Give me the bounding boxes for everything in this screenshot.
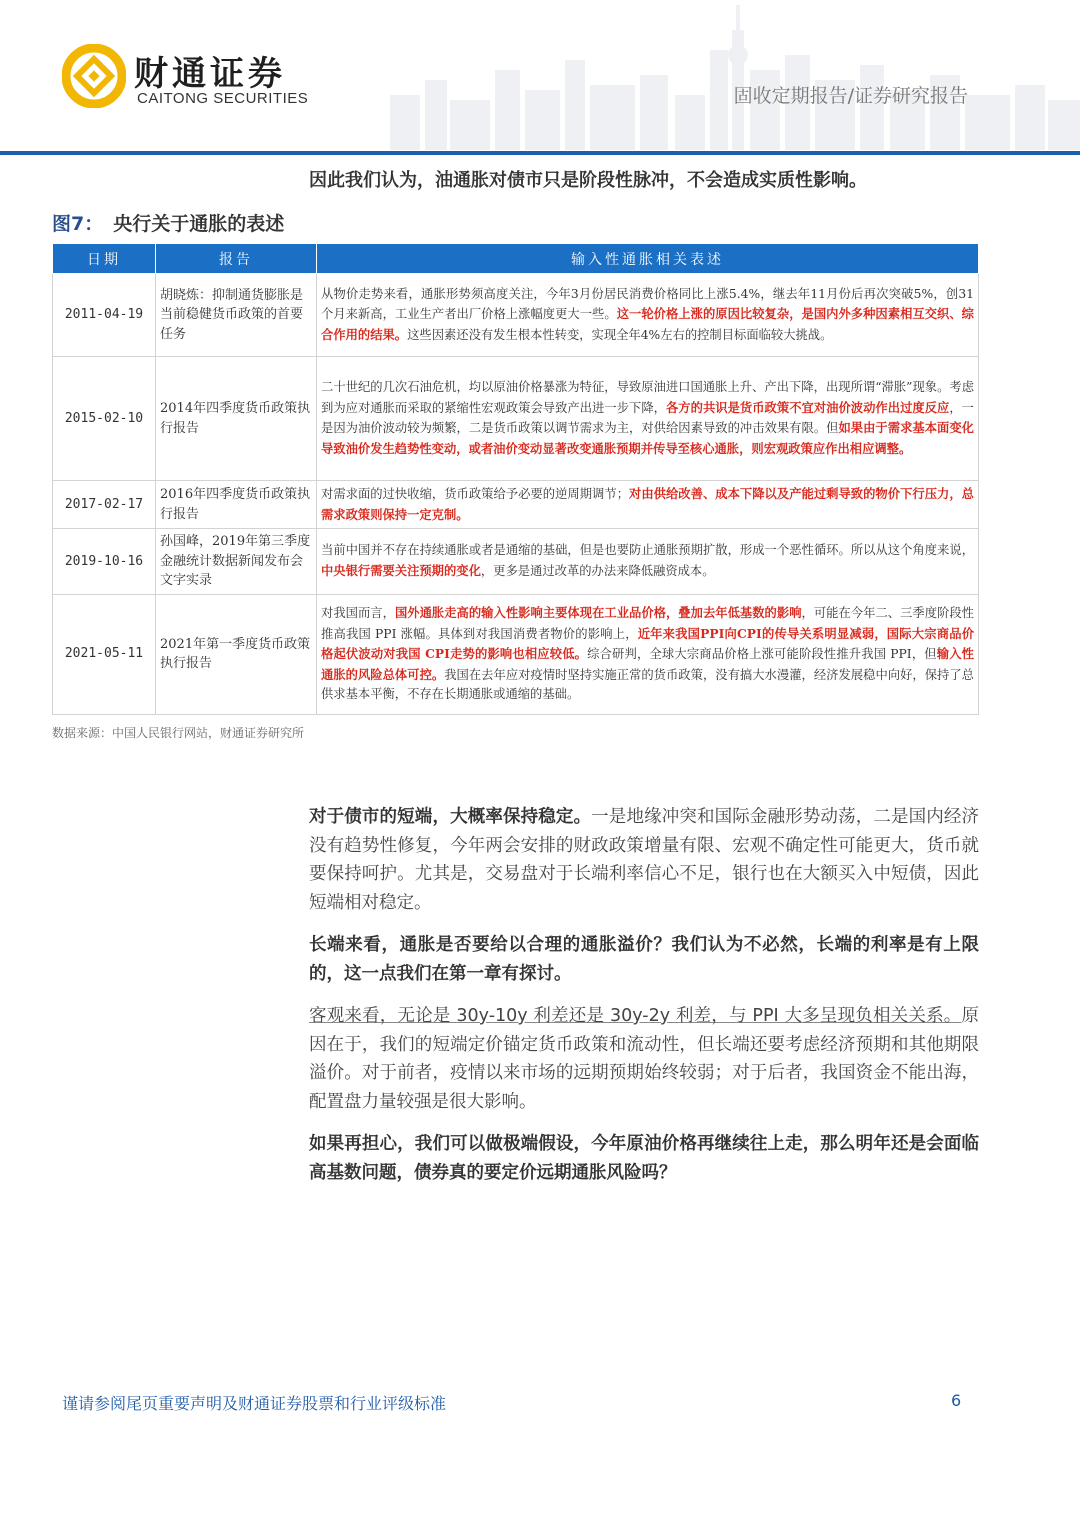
pboc-inflation-table: [52, 243, 979, 715]
figure-number: 图7：: [52, 213, 104, 235]
table-row: [53, 274, 979, 357]
row-statement: 对我国而言，国外通胀走高的输入性影响主要体现在工业品价格，叠加去年低基数的影响，可能在今年二、三季度阶段性推高我国 PPI 涨幅。具体到对我国消费者物价的影响上，近年来我国PPI向CPI的传导关系明显减弱，国际大宗商品价格起伏波动对我国 CPI走势的影响也相应较低。综合研判，全球大宗商品价格上涨可能阶段性推升我国 PPI，但输入性通胀的风险总体可控。我国在去年应对疫情时坚持实施正常的货币政策，没有搞大水漫灌，经济发展稳中向好，保持了总供求基本平衡，不存在长期通胀或通缩的基础。: [317, 594, 979, 714]
logo-chinese-name: 财通证券: [134, 54, 286, 94]
row-report: 孙国峰，2019年第三季度金融统计数据新闻发布会文字实录: [156, 529, 317, 595]
report-header: [0, 0, 1080, 156]
footer-disclaimer: 谨请参阅尾页重要声明及财通证券股票和行业评级标准: [62, 1394, 447, 1413]
row-date: 2019-10-16: [53, 529, 156, 595]
figure-title: [52, 209, 284, 236]
row-statement: 当前中国并不存在持续通胀或者是通缩的基础，但是也要防止通胀预期扩散，形成一个恶性循环。所以从这个角度来说，中央银行需要关注预期的变化，更多是通过改革的办法来降低融资成本。: [317, 529, 979, 595]
table-row: [53, 529, 979, 595]
row-statement: 二十世纪的几次石油危机，均以原油价格暴涨为特征，导致原油进口国通胀上升、产出下降，出现所谓“滞胀”现象。考虑到为应对通胀而采取的紧缩性宏观政策会导致产出进一步下降，各方的共识是货币政策不宜对油价波动作出过度反应，一是因为油价波动较为频繁，二是货币政策以调节需求为主，对供给因素导致的冲击效果有限。但如果由于需求基本面变化导致油价发生趋势性变动，或者油价变动显著改变通胀预期并传导至核心通胀，则宏观政策应作出相应调整。: [317, 357, 979, 481]
row-statement: 从物价走势来看，通胀形势须高度关注，今年3月份居民消费价格同比上涨5.4%，继去年11月份后再次突破5%，创31个月来新高，工业生产者出厂价格上涨幅度更大一些。这一轮价格上涨的原因比较复杂，是国内外多种因素相互交织、综合作用的结果。这些因素还没有发生根本性转变，实现全年4%左右的控制目标面临较大挑战。: [317, 274, 979, 357]
paragraph-long-end: 长端来看，通胀是否要给以合理的通胀溢价？我们认为不必然，长端的利率是有上限的，这一点我们在第一章有探讨。: [309, 935, 979, 984]
table-row: [53, 594, 979, 714]
column-header-date: 日期: [53, 244, 156, 274]
table-header-row: [53, 244, 979, 274]
row-report: 2014年四季度货币政策执行报告: [156, 357, 317, 481]
page-number: 6: [951, 1391, 962, 1410]
intro-conclusion: 因此我们认为，油通胀对债市只是阶段性脉冲，不会造成实质性影响。: [309, 170, 867, 191]
logo-english-name: CAITONG SECURITIES: [137, 90, 309, 107]
column-header-report: 报告: [156, 244, 317, 274]
paragraph-lead: 对于债市的短端，大概率保持稳定。: [309, 807, 592, 827]
paragraph-short-end: 对于债市的短端，大概率保持稳定。一是地缘冲突和国际金融形势动荡，二是国内经济没有趋势性修复，今年两会安排的财政政策增量有限、宏观不确定性可能更大，货币就要保持呵护。尤其是，交易盘对于长端利率信心不足，银行也在大额买入中短债，因此短端相对稳定。: [309, 807, 980, 913]
caitong-logo-icon: [62, 44, 126, 108]
row-report: 2021年第一季度货币政策执行报告: [156, 594, 317, 714]
row-report: 2016年四季度货币政策执行报告: [156, 481, 317, 529]
table-row: [53, 481, 979, 529]
row-date: 2015-02-10: [53, 357, 156, 481]
document-type: 固收定期报告/证券研究报告: [733, 85, 968, 107]
row-report: 胡晓炼：抑制通货膨胀是当前稳健货币政策的首要任务: [156, 274, 317, 357]
underlined-statement: 客观来看，无论是 30y-10y 利差还是 30y-2y 利差，与 PPI 大多呈现负相关关系。: [309, 1006, 962, 1026]
paragraph-spread-correlation: 客观来看，无论是 30y-10y 利差还是 30y-2y 利差，与 PPI 大多呈现负相关关系。原因在于，我们的短端定价锚定货币政策和流动性，但长端还要考虑经济预期和其他期限溢价。对于前者，疫情以来市场的远期预期始终较弱；对于后者，我国资金不能出海，配置盘力量较强是很大影响。: [309, 1006, 979, 1112]
header-divider: [0, 151, 1080, 155]
row-date: 2017-02-17: [53, 481, 156, 529]
paragraph-extreme-scenario: 如果再担心，我们可以做极端假设，今年原油价格再继续往上走，那么明年还是会面临高基数问题，债券真的要定价远期通胀风险吗？: [309, 1134, 979, 1183]
figure-caption: 央行关于通胀的表述: [113, 213, 285, 235]
table-row: [53, 357, 979, 481]
row-statement: 对需求面的过快收缩，货币政策给予必要的逆周期调节；对由供给改善、成本下降以及产能过剩导致的物价下行压力，总需求政策则保持一定克制。: [317, 481, 979, 529]
row-date: 2021-05-11: [53, 594, 156, 714]
column-header-statement: 输入性通胀相关表述: [317, 244, 979, 274]
city-skyline-watermark: [330, 0, 1080, 150]
data-source-note: 数据来源：中国人民银行网站，财通证券研究所: [52, 726, 305, 740]
row-date: 2011-04-19: [53, 274, 156, 357]
